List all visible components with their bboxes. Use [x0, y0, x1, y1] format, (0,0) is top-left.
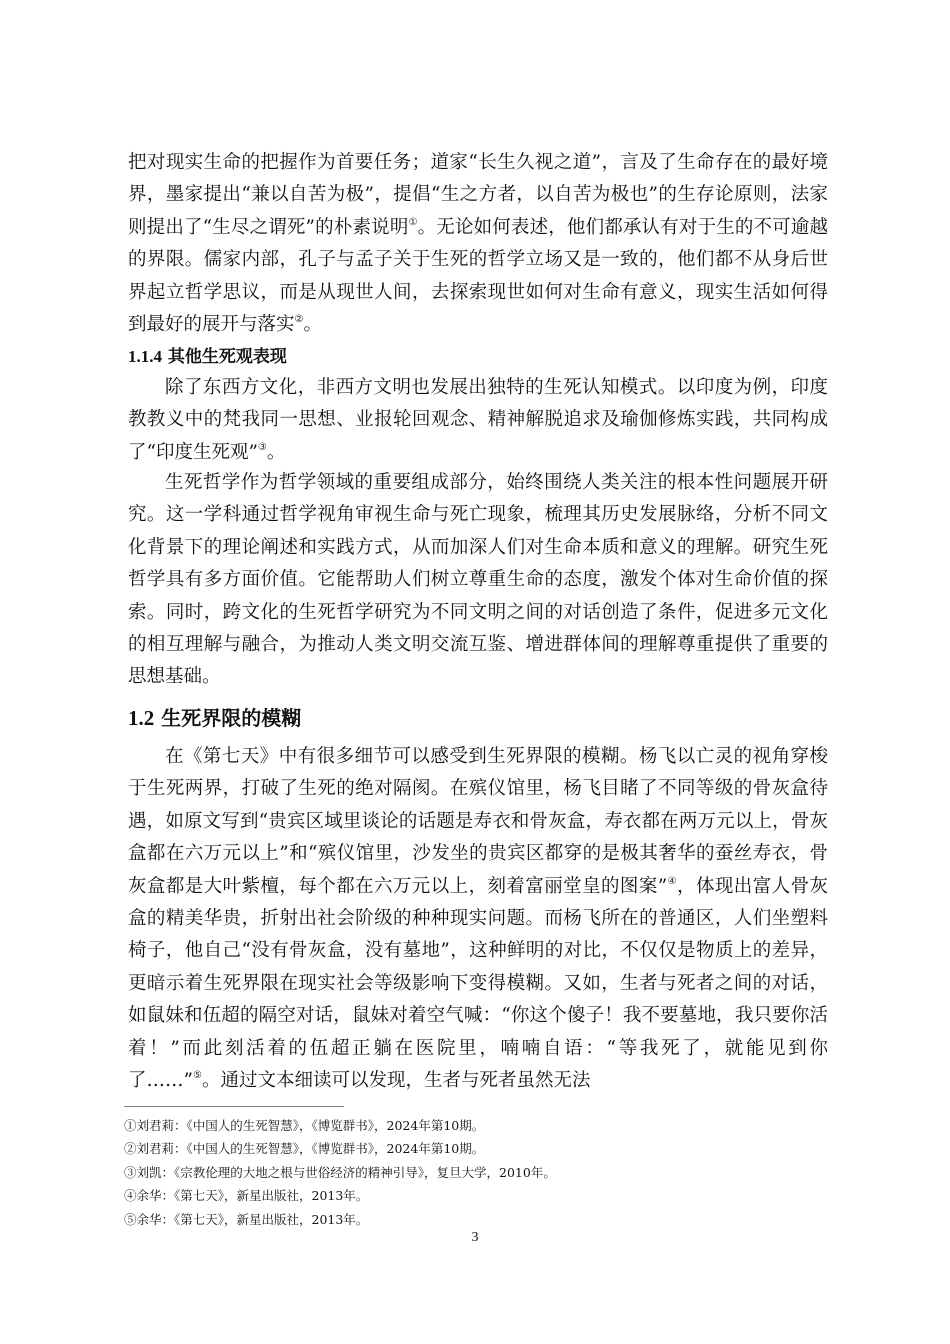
paragraph-text: 。: [266, 441, 286, 463]
paragraph-text: 除了东西方文化，非西方文明也发展出独特的生死认知模式。以印度为例，印度教教义中的梵我同一思想、业报轮回观念、精神解脱追求及瑜伽修炼实践，共同构成了“印度生死观”: [128, 377, 828, 463]
heading-title: 生死界限的模糊: [161, 706, 302, 730]
footnote-3: ③刘凯：《宗教伦理的大地之根与世俗经济的精神引导》，复旦大学，2010年。: [124, 1164, 556, 1180]
footnote-1: ①刘君莉：《中国人的生死智慧》，《博览群书》，2024年第10期。: [124, 1118, 485, 1133]
paragraph-text: 。通过文本细读可以发现，生者与死者虽然无法: [201, 1070, 591, 1092]
footnote-ref-3[interactable]: ③: [257, 441, 267, 453]
paragraph-text: ，体现出富人骨灰盒的精美华贵，折射出社会阶级的种种现实问题。而杨飞所在的普通区，人们坐塑料椅子，他自己“没有骨灰盒，没有墓地”，这种鲜明的对比，不仅仅是物质上的差异，更暗示着生死界限在现实社会等级影响下变得模糊。又如，生者与死者之间的对话，如鼠妹和伍超的隔空对话，鼠妹对着空气喊：“你这个傻子！我不要墓地，我只要你活着！”而此刻活着的伍超正躺在医院里，喃喃自语：“等我死了，就能见到你了……”: [128, 875, 828, 1092]
footnote-ref-4[interactable]: ④: [667, 875, 678, 887]
footnote-separator: [124, 1106, 344, 1107]
footnote-5: ⑤余华：《第七天》，新星出版社，2013年。: [124, 1211, 369, 1227]
heading-number: 1.1.4: [128, 347, 162, 366]
section-heading-1-2: [128, 703, 301, 733]
heading-number: 1.2: [128, 706, 155, 730]
paragraph-traditional-views: [128, 147, 828, 341]
heading-title: 其他生死观表现: [167, 347, 287, 367]
paragraph-text: 把对现实生命的把握作为首要任务；道家“长生久视之道”，言及了生命存在的最好境界，墨家提出“兼以自苦为极”，提倡“生之方者，以自苦为极也”的生存论原则，法家则提出了“生尽之谓死”的朴素说明: [128, 152, 828, 238]
footnote-2: ②刘君莉：《中国人的生死智慧》，《博览群书》，2024年第10期。: [124, 1141, 485, 1157]
paragraph-seventh-day: [128, 741, 828, 1097]
paragraph-text: 在《第七天》中有很多细节可以感受到生死界限的模糊。杨飞以亡灵的视角穿梭于生死两界，打破了生死的绝对隔阂。在殡仪馆里，杨飞目睹了不同等级的骨灰盒待遇，如原文写到“贵宾区域里谈论的话题是寿衣和骨灰盒，寿衣都在两万元以上，骨灰盒都在六万元以上”和“殡仪馆里，沙发坐的贵宾区都穿的是极其奢华的蚕丝寿衣，骨灰盒都是大叶紫檀，每个都在六万元以上，刻着富丽堂皇的图案”: [128, 746, 828, 897]
page-number: 3: [471, 1230, 479, 1245]
paragraph-philosophy-value: 生死哲学作为哲学领域的重要组成部分，始终围绕人类关注的根本性问题展开研究。这一学科通过哲学视角审视生命与死亡现象，梳理其历史发展脉络，分析不同文化背景下的理论阐述和实践方式，从而加深人们对生命本质和意义的理解。研究生死哲学具有多方面价值。它能帮助人们树立尊重生命的态度，激发个体对生命价值的探索。同时，跨文化的生死哲学研究为不同文明之间的对话创造了条件，促进多元文化的相互理解与融合，为推动人类文明交流互鉴、增进群体间的理解尊重提供了重要的思想基础。: [128, 472, 828, 688]
footnote-ref-5[interactable]: ⑤: [192, 1070, 202, 1082]
footnote-ref-1[interactable]: ①: [408, 216, 418, 228]
footnote-list: [124, 1114, 844, 1231]
paragraph-text: 。无论如何表述，他们都承认有对于生的不可逾越的界限。儒家内部，孔子与孟子关于生死的哲学立场又是一致的，他们都不从身后世界起立哲学思议，而是从现世人间，去探索现世如何对生命有意义，现实生活如何得到最好的展开与落实: [128, 216, 828, 336]
footnote-ref-2[interactable]: ②: [294, 314, 304, 326]
paragraph-indian-view: [128, 372, 828, 469]
paragraph-text: 。: [303, 314, 322, 336]
subsection-heading-1-1-4: [128, 344, 287, 370]
footnote-4: ④余华：《第七天》，新星出版社，2013年。: [124, 1188, 369, 1204]
